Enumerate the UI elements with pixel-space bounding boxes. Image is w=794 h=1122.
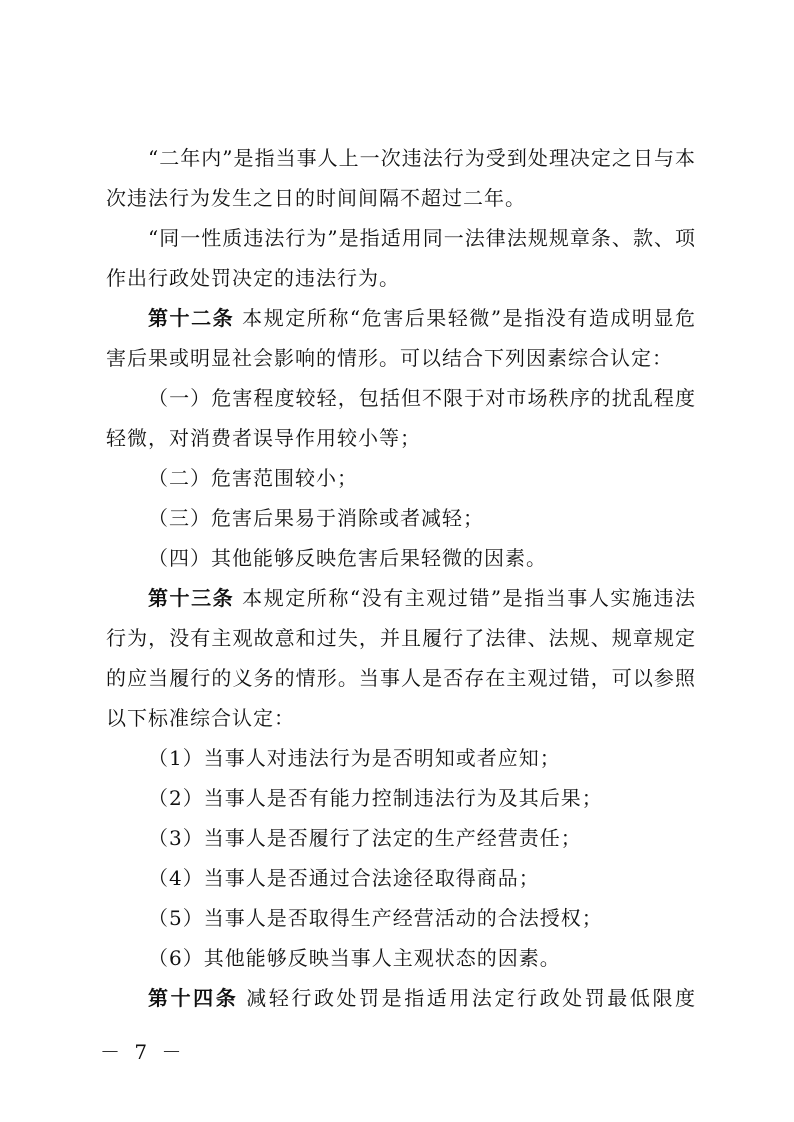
line-text: 减轻行政处罚是指适用法定行政处罚最低限度 <box>246 986 696 1010</box>
page-number: － 7 － <box>100 1040 186 1064</box>
line-text: （3）当事人是否履行了法定的生产经营责任； <box>148 826 582 850</box>
text-line <box>106 218 696 258</box>
line-text: 以下标准综合认定： <box>106 706 295 730</box>
text-line <box>106 458 696 498</box>
document-body <box>106 138 696 1018</box>
line-text: 行为，没有主观故意和过失，并且履行了法律、法规、规章规定 <box>106 626 696 650</box>
text-line <box>106 578 696 618</box>
line-text: （2）当事人是否有能力控制违法行为及其后果； <box>148 786 603 810</box>
text-line <box>106 298 696 338</box>
text-line <box>106 858 696 898</box>
line-text: 的应当履行的义务的情形。当事人是否存在主观过错，可以参照 <box>106 666 696 690</box>
line-text: （4）当事人是否通过合法途径取得商品； <box>148 866 540 890</box>
text-line <box>106 898 696 938</box>
line-text: “同一性质违法行为”是指适用同一法律法规规章条、款、项 <box>148 226 696 250</box>
line-text: （一）危害程度较轻，包括但不限于对市场秩序的扰乱程度 <box>148 386 696 410</box>
line-text: 害后果或明显社会影响的情形。可以结合下列因素综合认定： <box>106 346 673 370</box>
text-line <box>106 778 696 818</box>
text-line <box>106 698 696 738</box>
text-line <box>106 818 696 858</box>
line-text: 作出行政处罚决定的违法行为。 <box>106 266 400 290</box>
line-text: （四）其他能够反映危害后果轻微的因素。 <box>148 546 547 570</box>
article-heading: 第十四条 <box>148 986 239 1010</box>
text-line <box>106 418 696 458</box>
line-text: 轻微，对消费者误导作用较小等； <box>106 426 421 450</box>
text-line <box>106 618 696 658</box>
text-line <box>106 498 696 538</box>
text-line <box>106 178 696 218</box>
line-text: 本规定所称“没有主观过错”是指当事人实施违法 <box>242 586 696 610</box>
line-text: （6）其他能够反映当事人主观状态的因素。 <box>148 946 561 970</box>
text-line <box>106 138 696 178</box>
article-heading: 第十二条 <box>148 306 235 330</box>
line-text: （5）当事人是否取得生产经营活动的合法授权； <box>148 906 603 930</box>
text-line <box>106 258 696 298</box>
line-text: （1）当事人对违法行为是否明知或者应知； <box>148 746 561 770</box>
line-text: “二年内”是指当事人上一次违法行为受到处理决定之日与本 <box>148 146 696 170</box>
line-text: 本规定所称“危害后果轻微”是指没有造成明显危 <box>242 306 696 330</box>
text-line <box>106 658 696 698</box>
text-line <box>106 378 696 418</box>
line-text: 次违法行为发生之日的时间间隔不超过二年。 <box>106 186 526 210</box>
line-text: （三）危害后果易于消除或者减轻； <box>148 506 484 530</box>
text-line <box>106 738 696 778</box>
text-line <box>106 338 696 378</box>
article-heading: 第十三条 <box>148 586 235 610</box>
line-text: （二）危害范围较小； <box>148 466 358 490</box>
text-line <box>106 538 696 578</box>
text-line <box>106 978 696 1018</box>
text-line <box>106 938 696 978</box>
